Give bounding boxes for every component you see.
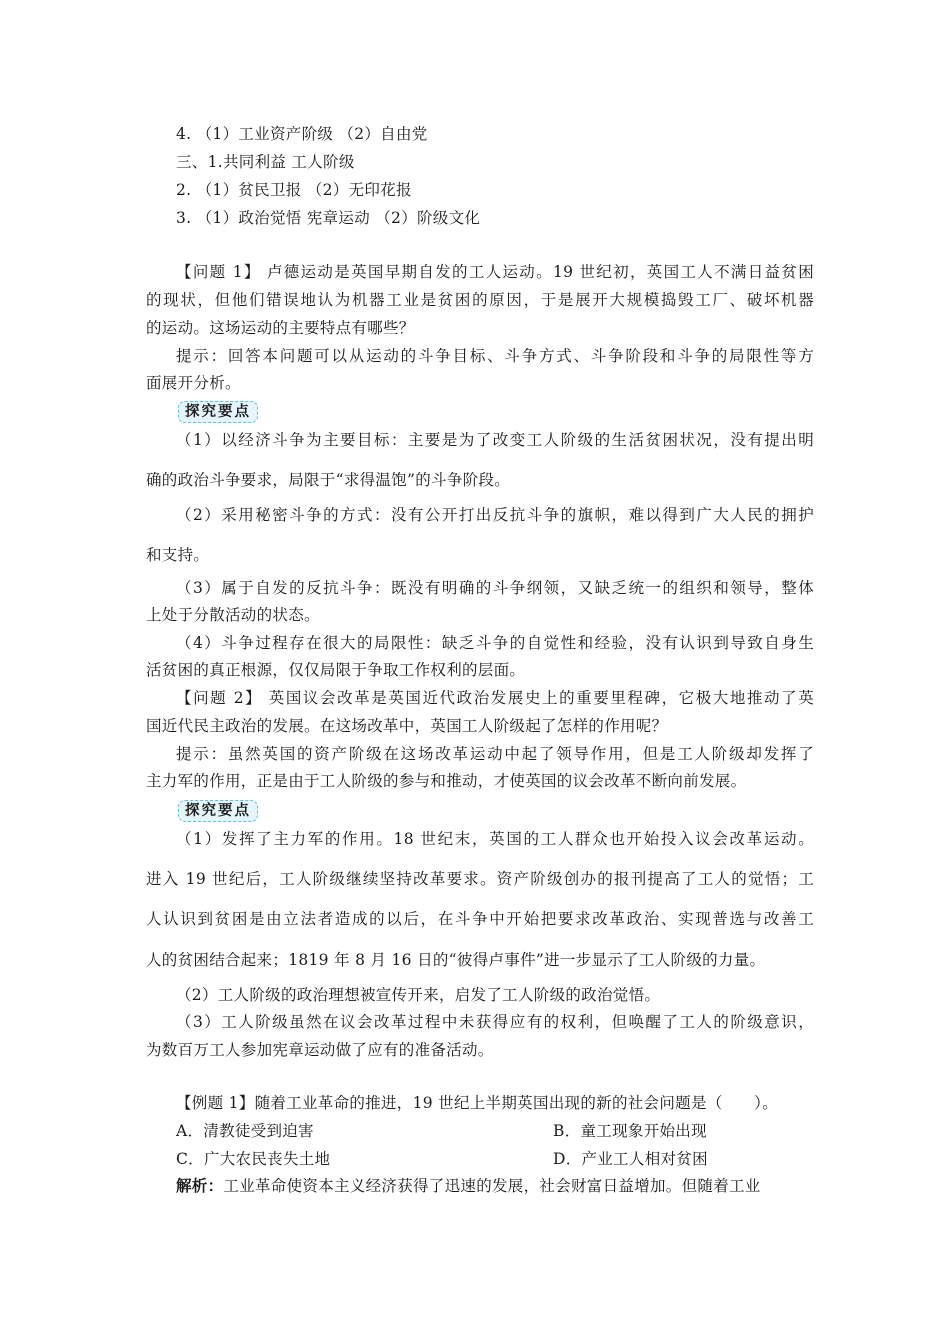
question-2-hint: 提示：虽然英国的资产阶级在这场改革运动中起了领导作用，但是工人阶级却发挥了: [176, 745, 814, 763]
question-1-hint: 面展开分析。: [146, 374, 241, 392]
point-line: 人的贫困结合起来；1819 年 8 月 16 日的“彼得卢事件”进一步显示了工人阶级的力量。: [146, 951, 766, 969]
point-line: 为数百万工人参加宪章运动做了应有的准备活动。: [146, 1041, 494, 1059]
example-1-stem: 【例题 1】随着工业革命的推进，19 世纪上半期英国出现的新的社会问题是（ ）。: [176, 1094, 778, 1112]
analysis-label: 解析：: [176, 1176, 224, 1195]
question-1-text: 的运动。这场运动的主要特点有哪些？: [146, 319, 415, 337]
point-line: （1）以经济斗争为主要目标：主要是为了改变工人阶级的生活贫困状况，没有提出明: [176, 431, 814, 449]
point-line: （3）属于自发的反抗斗争：既没有明确的斗争纲领，又缺乏统一的组织和领导，整体: [176, 579, 814, 597]
point-line: 进入 19 世纪后，工人阶级继续坚持改革要求。资产阶级创办的报刊提高了工人的觉悟；工: [146, 870, 814, 888]
point-line: （2）采用秘密斗争的方式：没有公开打出反抗斗争的旗帜，难以得到广大人民的拥护: [176, 506, 814, 524]
point-line: （2）工人阶级的政治理想被宣传开来，启发了工人阶级的政治觉悟。: [176, 986, 661, 1004]
answer-line: 三、1.共同利益 工人阶级: [176, 153, 355, 171]
point-line: 上处于分散活动的状态。: [146, 606, 320, 624]
point-line: （3）工人阶级虽然在议会改革过程中未获得应有的权利，但唤醒了工人的阶级意识，: [176, 1013, 814, 1031]
analysis-text: 工业革命使资本主义经济获得了迅速的发展，社会财富日益增加。但随着工业: [223, 1177, 761, 1195]
explore-points-badge: 探究要点: [178, 401, 258, 423]
option-b: B．童工现象开始出现: [553, 1122, 707, 1140]
question-1-text: 的现状，但他们错误地认为机器工业是贫困的原因，于是展开大规模捣毁工厂、破坏机器: [146, 291, 814, 309]
question-1-text: 【问题 1】 卢德运动是英国早期自发的工人运动。19 世纪初，英国工人不满日益贫困: [176, 263, 814, 281]
point-line: 人认识到贫困是由立法者造成的以后，在斗争中开始把要求改革政治、实现普选与改善工: [146, 910, 814, 928]
option-d: D．产业工人相对贫困: [553, 1150, 708, 1168]
answer-line: 2. （1）贫民卫报 （2）无印花报: [176, 181, 412, 199]
point-line: （4）斗争过程存在很大的局限性：缺乏斗争的自觉性和经验，没有认识到导致自身生: [176, 634, 814, 652]
answer-line: 3. （1）政治觉悟 宪章运动 （2）阶级文化: [176, 209, 481, 227]
analysis-line: [176, 1176, 814, 1196]
point-line: 确的政治斗争要求，局限于“求得温饱”的斗争阶段。: [146, 471, 511, 489]
option-a: A．清教徒受到迫害: [176, 1122, 314, 1140]
question-1-hint: 提示：回答本问题可以从运动的斗争目标、斗争方式、斗争阶段和斗争的局限性等方: [176, 347, 814, 365]
explore-points-badge: 探究要点: [178, 800, 258, 822]
question-2-text: 【问题 2】 英国议会改革是英国近代政治发展史上的重要里程碑，它极大地推动了英: [176, 689, 814, 707]
point-line: 活贫困的真正根源，仅仅局限于争取工作权利的层面。: [146, 661, 526, 679]
question-2-text: 国近代民主政治的发展。在这场改革中，英国工人阶级起了怎样的作用呢？: [146, 717, 668, 735]
point-line: （1）发挥了主力军的作用。18 世纪末，英国的工人群众也开始投入议会改革运动。: [176, 830, 814, 848]
option-c: C．广大农民丧失土地: [176, 1150, 331, 1168]
question-2-hint: 主力军的作用，正是由于工人阶级的参与和推动，才使英国的议会改革不断向前发展。: [146, 772, 747, 790]
answer-line: 4. （1）工业资产阶级 （2）自由党: [176, 125, 428, 143]
point-line: 和支持。: [146, 546, 210, 564]
